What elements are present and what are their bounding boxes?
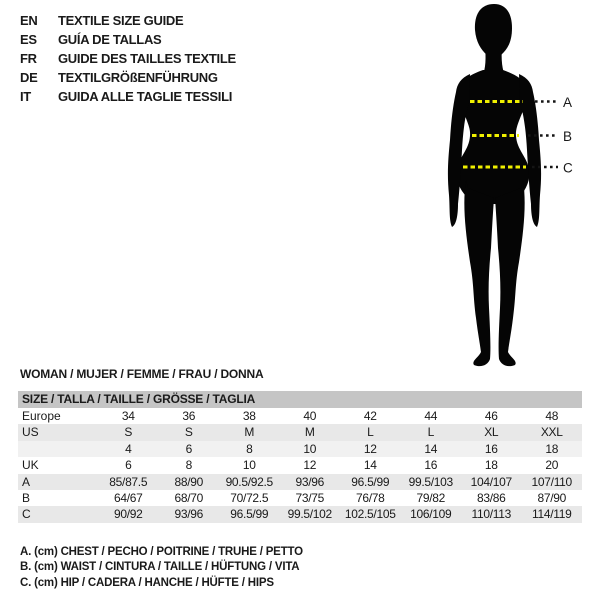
size-value-cell: 68/70 xyxy=(174,490,204,505)
size-value-cell: 10 xyxy=(242,458,256,473)
size-value-cell: 73/75 xyxy=(295,490,325,505)
guide-title: GUÍA DE TALLAS xyxy=(58,32,162,47)
gender-title: WOMAN / MUJER / FEMME / FRAU / DONNA xyxy=(20,367,264,381)
table-row xyxy=(18,474,582,490)
size-value-cell: 79/82 xyxy=(416,490,446,505)
guide-title: TEXTILE SIZE GUIDE xyxy=(58,13,184,28)
size-table xyxy=(18,391,582,523)
size-value-cell: 8 xyxy=(246,441,253,456)
size-value-cell: 34 xyxy=(121,409,135,423)
legend-item: A. (cm) CHEST / PECHO / POITRINE / TRUHE / PETTO xyxy=(20,546,303,558)
table-row xyxy=(18,490,582,506)
size-value-cell: 40 xyxy=(303,409,317,423)
size-value-cell: 114/119 xyxy=(532,507,572,522)
row-label: C xyxy=(22,507,31,522)
size-value-cell: L xyxy=(367,425,374,440)
guide-title: GUIDE DES TAILLES TEXTILE xyxy=(58,51,236,66)
legend-item: C. (cm) HIP / CADERA / HANCHE / HÜFTE / HIPS xyxy=(20,576,274,589)
size-value-cell: S xyxy=(184,425,193,440)
size-value-cell: 12 xyxy=(363,441,377,456)
row-label: B xyxy=(22,490,31,505)
row-label: US xyxy=(22,425,39,440)
size-value-cell: 106/109 xyxy=(410,507,452,522)
size-value-cell: 96.5/99 xyxy=(230,507,269,522)
row-label: UK xyxy=(22,458,39,473)
table-row xyxy=(18,457,582,473)
size-value-cell: 48 xyxy=(545,409,559,423)
size-value-cell: 64/67 xyxy=(113,490,143,505)
size-value-cell: 96.5/99 xyxy=(351,474,390,489)
size-value-cell: 85/87.5 xyxy=(109,474,148,489)
language-code: FR xyxy=(20,51,37,66)
language-code: DE xyxy=(20,70,38,85)
size-value-cell: 99.5/102 xyxy=(287,507,332,522)
legend-item: B. (cm) WAIST / CINTURA / TAILLE / HÜFTUNG / VITA xyxy=(20,561,300,574)
table-row xyxy=(18,424,582,440)
chest-label: A xyxy=(563,95,573,110)
size-value-cell: 18 xyxy=(484,458,498,473)
language-row xyxy=(20,68,236,87)
size-value-cell: M xyxy=(244,425,255,440)
size-value-cell: 70/72.5 xyxy=(230,490,269,505)
language-row xyxy=(20,11,236,30)
size-value-cell: 87/90 xyxy=(537,490,567,505)
size-value-cell: 16 xyxy=(424,458,438,473)
size-value-cell: 10 xyxy=(303,441,317,456)
size-value-cell: 8 xyxy=(185,458,192,473)
size-value-cell: 90.5/92.5 xyxy=(225,474,273,489)
size-value-cell: 107/110 xyxy=(531,474,572,489)
table-row xyxy=(18,506,582,522)
size-value-cell: 6 xyxy=(125,458,132,473)
table-row xyxy=(18,408,582,424)
table-row xyxy=(18,441,582,457)
size-value-cell: 14 xyxy=(363,458,377,473)
size-value-cell: 6 xyxy=(185,441,192,456)
size-value-cell: 44 xyxy=(424,409,438,423)
size-value-cell: 76/78 xyxy=(355,490,385,505)
row-label xyxy=(18,441,98,457)
size-value-cell: 4 xyxy=(125,441,132,456)
hip-label: C xyxy=(563,160,573,176)
size-value-cell: 83/86 xyxy=(476,490,506,505)
size-value-cell: 93/96 xyxy=(174,507,204,522)
size-value-cell: 110/113 xyxy=(471,507,511,522)
guide-title: GUIDA ALLE TAGLIE TESSILI xyxy=(58,89,233,104)
size-value-cell: 12 xyxy=(303,458,317,473)
size-value-cell: 88/90 xyxy=(174,474,204,489)
size-value-cell: 38 xyxy=(242,409,256,423)
silhouette-left-leg xyxy=(464,180,494,366)
size-value-cell: 90/92 xyxy=(113,507,143,522)
figure-area xyxy=(430,0,600,370)
row-label: A xyxy=(22,474,31,489)
size-table-header: SIZE / TALLA / TAILLE / GRÖSSE / TAGLIA xyxy=(18,391,582,408)
guide-title: TEXTILGRÖßENFÜHRUNG xyxy=(58,70,218,85)
woman-silhouette-figure xyxy=(430,0,600,370)
size-value-cell: XXL xyxy=(540,425,563,440)
size-value-cell: 14 xyxy=(424,441,438,456)
silhouette-right-leg xyxy=(495,180,525,366)
size-value-cell: XL xyxy=(484,425,499,440)
language-code: ES xyxy=(20,32,37,47)
size-value-cell: 99.5/103 xyxy=(408,474,453,489)
size-value-cell: 93/96 xyxy=(295,474,325,489)
size-value-cell: M xyxy=(304,425,315,440)
row-label: Europe xyxy=(22,409,61,423)
size-value-cell: 102.5/105 xyxy=(344,507,396,522)
size-value-cell: S xyxy=(124,425,133,440)
measurement-legend xyxy=(20,545,303,591)
size-table-body xyxy=(18,408,582,523)
size-value-cell: L xyxy=(427,425,434,440)
language-code: EN xyxy=(20,13,38,28)
language-list xyxy=(20,11,236,106)
size-value-cell: 104/107 xyxy=(470,474,512,489)
language-row xyxy=(20,30,236,49)
size-value-cell: 46 xyxy=(484,409,498,423)
size-value-cell: 20 xyxy=(545,458,559,473)
size-value-cell: 36 xyxy=(182,409,196,423)
language-row xyxy=(20,49,236,68)
size-value-cell: 18 xyxy=(545,441,559,456)
language-row xyxy=(20,87,236,106)
language-code: IT xyxy=(20,89,31,104)
size-value-cell: 42 xyxy=(363,409,377,423)
size-value-cell: 16 xyxy=(484,441,498,456)
waist-label: B xyxy=(563,129,573,144)
